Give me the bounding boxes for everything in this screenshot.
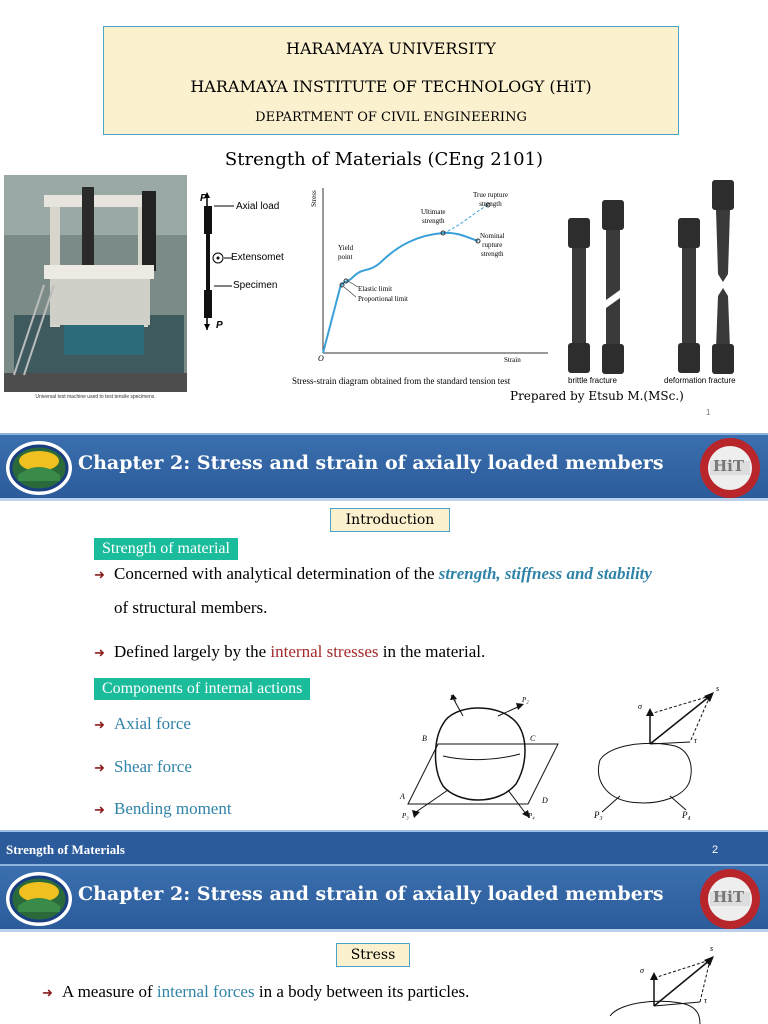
sigma-label: σ: [638, 702, 642, 711]
chapter-banner: [0, 864, 768, 932]
p3-label: P₃: [594, 810, 603, 820]
chapter-banner: [0, 433, 768, 501]
bullet-shear-force: [94, 757, 192, 777]
hit-logo-text: HiT: [713, 888, 745, 906]
p4-label: P₄: [682, 810, 691, 820]
bullet-text: A measure of: [62, 982, 157, 1001]
bullet-arrow-icon: ➜: [42, 985, 53, 1000]
hit-logo: [696, 437, 764, 499]
bullet-arrow-icon: ➜: [94, 760, 105, 775]
bullet-arrow-icon: ➜: [94, 567, 105, 582]
extensometer-label: Extensomet: [231, 252, 284, 263]
deformation-fracture-label: deformation fracture: [664, 376, 736, 385]
department-name: DEPARTMENT OF CIVIL ENGINEERING: [255, 110, 527, 125]
brittle-fracture-label: brittle fracture: [568, 376, 617, 385]
haramaya-university-logo: [4, 439, 74, 497]
nominal-rupture-label: Nominal rupture strength: [480, 232, 505, 258]
strain-axis-label: Strain: [504, 356, 521, 364]
bullet-continuation: of structural members.: [114, 598, 268, 617]
p2-label: P₂: [522, 696, 529, 704]
bullet-emphasis: strength, stiffness and stability: [438, 564, 652, 583]
section-stress: Stress: [336, 943, 410, 967]
university-name: HARAMAYA UNIVERSITY: [286, 39, 496, 58]
fracture-specimens-photo: [556, 178, 756, 390]
slide-footer: [0, 830, 768, 864]
bullet-axial-force: [94, 714, 191, 734]
footer-page-number: 2: [712, 844, 719, 856]
bullet-stress-definition: [42, 982, 469, 1002]
course-title: Strength of Materials (CEng 2101): [224, 149, 544, 170]
stress-components-sketch: [600, 944, 740, 1024]
point-a-label: A: [400, 792, 405, 801]
stress-axis-label: Stress: [310, 190, 318, 207]
bullet-text: Axial force: [114, 714, 191, 733]
tau-label: τ: [694, 736, 697, 745]
bullet-arrow-icon: ➜: [94, 717, 105, 732]
institute-name: HARAMAYA INSTITUTE OF TECHNOLOGY (HiT): [190, 77, 592, 96]
true-rupture-label: True rupture strength: [473, 191, 508, 208]
p3-label: P₃: [402, 812, 409, 820]
stress-slide: [0, 864, 768, 1024]
bullet-blue-text: internal forces: [156, 982, 255, 1001]
point-d-label: D: [542, 796, 548, 805]
bullet-text: Defined largely by the: [114, 642, 271, 661]
p1-label: P₁: [450, 694, 457, 702]
test-machine-photo: [4, 175, 187, 402]
tension-specimen-diagram: [196, 192, 296, 337]
resultant-s-label: s: [716, 684, 720, 693]
stress-components-sketch: [590, 684, 740, 830]
bullet-text: Concerned with analytical determination of the: [114, 564, 439, 583]
ultimate-strength-label: Ultimate strength: [421, 208, 446, 225]
institution-header: [103, 26, 679, 135]
haramaya-university-logo: [4, 870, 74, 928]
bullet-bending-moment: [94, 799, 232, 819]
introduction-slide: [0, 420, 768, 830]
sectioned-body-sketch: [398, 694, 568, 828]
resultant-s-label: s: [710, 944, 714, 953]
proportional-limit-label: Proportional limit: [358, 295, 408, 303]
bullet-text-end: in the material.: [378, 642, 486, 661]
point-c-label: C: [530, 734, 536, 743]
prepared-by: Prepared by Etsub M.(MSc.): [510, 389, 684, 403]
p4-label: P₄: [528, 812, 535, 820]
yield-point-label: Yield point: [338, 244, 354, 261]
diagram-caption: Stress-strain diagram obtained from the standard tension test: [292, 376, 511, 386]
footer-title: Strength of Materials: [6, 842, 125, 857]
chapter-title: Chapter 2: Stress and strain of axially loaded members: [78, 452, 664, 474]
axial-load-label: Axial load: [236, 201, 280, 212]
label-strength-of-material: Strength of material: [94, 538, 238, 560]
title-slide: [0, 0, 768, 420]
sigma-label: σ: [640, 966, 644, 975]
photo-caption: Universal test machine used to test tensile specimens.: [4, 392, 187, 402]
tau-label: τ: [704, 996, 707, 1005]
hit-logo: [696, 868, 764, 930]
page-number: 1: [706, 408, 711, 417]
bullet-red-text: internal stresses: [270, 642, 379, 661]
bullet-arrow-icon: ➜: [94, 802, 105, 817]
load-label-bottom: P: [216, 320, 223, 331]
bullet-text-end: in a body between its particles.: [254, 982, 470, 1001]
point-b-label: B: [422, 734, 427, 743]
bullet-text: Bending moment: [114, 799, 232, 818]
stress-strain-diagram: [308, 183, 558, 388]
bullet-arrow-icon: ➜: [94, 645, 105, 660]
label-internal-actions: Components of internal actions: [94, 678, 310, 700]
bullet-defined: [94, 642, 485, 662]
section-introduction: Introduction: [330, 508, 450, 532]
origin-label: O: [318, 354, 324, 363]
bullet-text: Shear force: [114, 757, 192, 776]
specimen-label: Specimen: [233, 280, 278, 291]
chapter-title: Chapter 2: Stress and strain of axially loaded members: [78, 883, 664, 905]
bullet-concerned: [94, 564, 652, 584]
hit-logo-text: HiT: [713, 457, 745, 475]
elastic-limit-label: Elastic limit: [358, 285, 393, 293]
load-label-top: P: [200, 193, 207, 204]
